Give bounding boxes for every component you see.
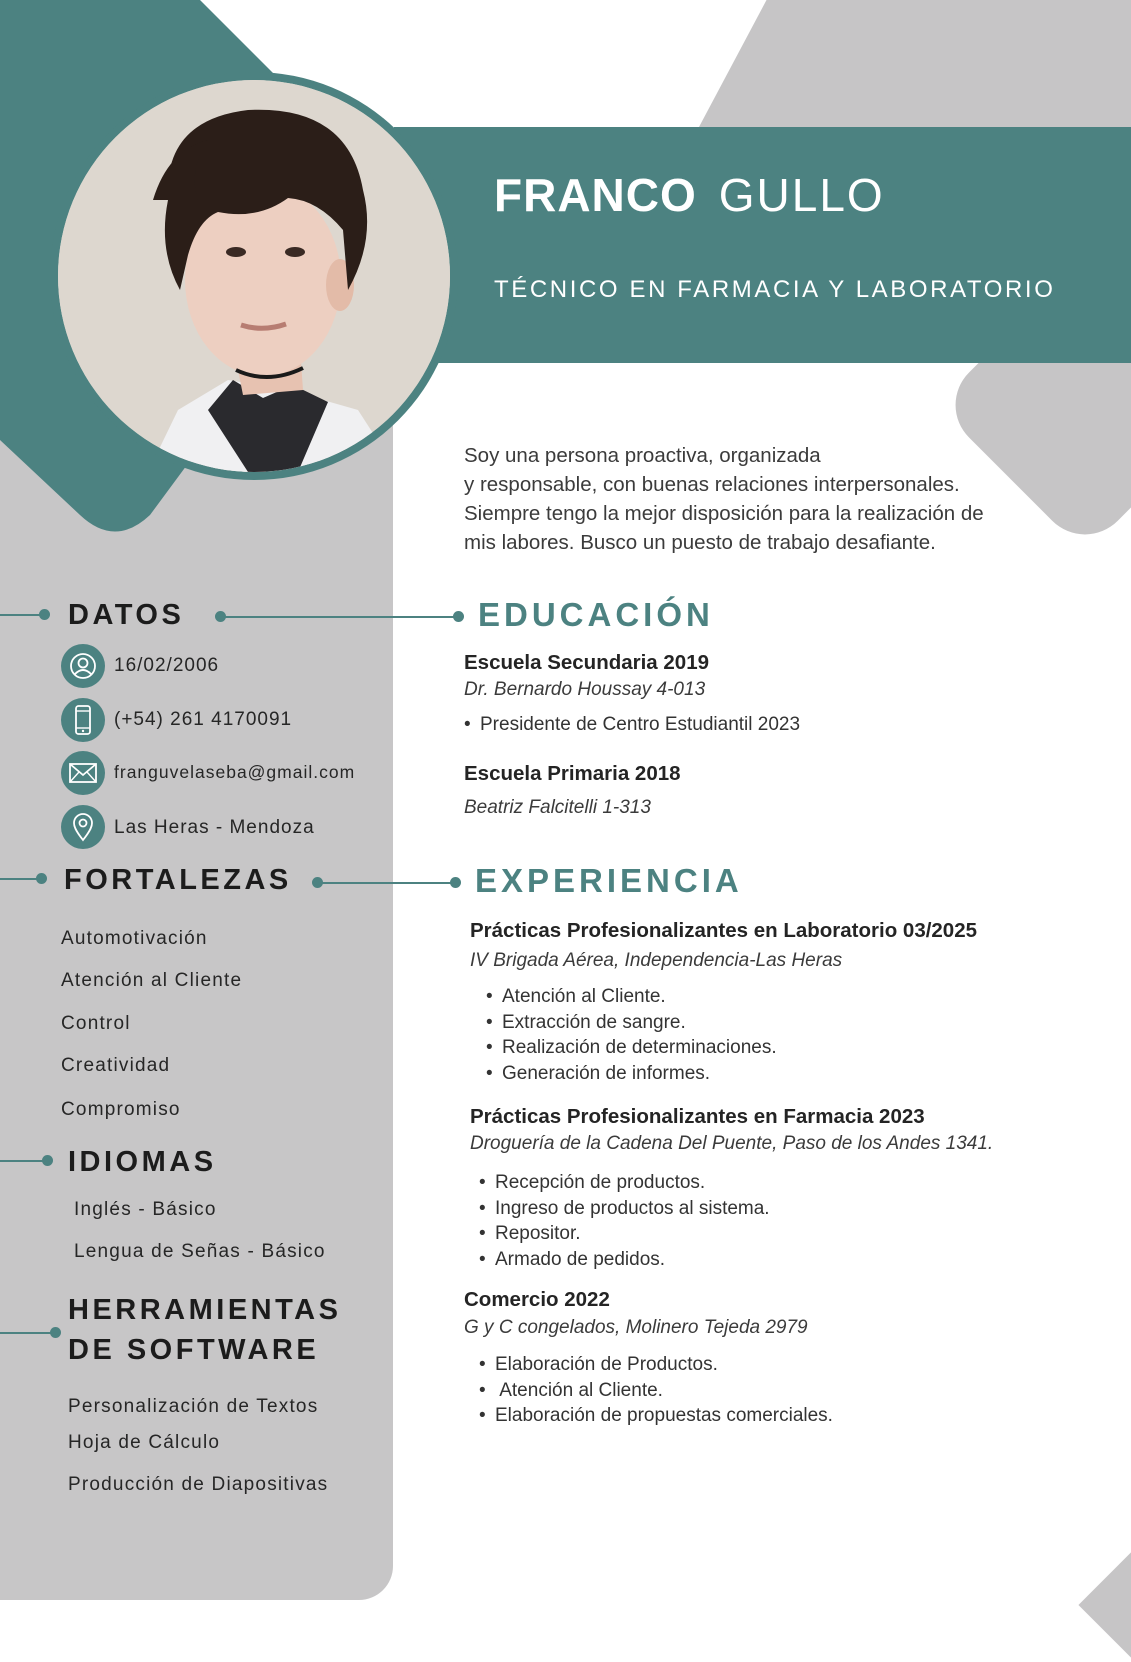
- experience-bullets: [479, 1170, 770, 1272]
- experience-bullet: • Realización de determinaciones.: [486, 1035, 777, 1061]
- idiomas-divider-dot: [42, 1155, 53, 1166]
- experience-bullet: • Atención al Cliente.: [479, 1378, 833, 1404]
- job-title: TÉCNICO EN FARMACIA Y LABORATORIO: [494, 276, 1056, 303]
- herramientas-divider-dot: [50, 1327, 61, 1338]
- email-address: franguvelaseba@gmail.com: [114, 762, 356, 782]
- idiomas-heading: IDIOMAS: [68, 1146, 217, 1178]
- summary-line: Soy una persona proactiva, organizada: [464, 444, 821, 467]
- phone-number: (+54) 261 4170091: [114, 709, 293, 730]
- fortalezas-experiencia-connector: [317, 882, 457, 884]
- language-item: Lengua de Señas - Básico: [74, 1241, 326, 1262]
- experience-entry-title: Comercio 2022: [464, 1288, 610, 1311]
- user-icon: [61, 644, 105, 688]
- header-band: [394, 127, 1131, 363]
- fortalezas-divider-line: [0, 878, 38, 880]
- education-bullet: • Presidente de Centro Estudiantil 2023: [464, 712, 800, 738]
- education-entry-subtitle: Beatriz Falcitelli 1-313: [464, 797, 651, 818]
- phone-icon: [61, 698, 105, 742]
- first-name: FRANCO: [494, 169, 697, 221]
- experience-bullet: • Armado de pedidos.: [479, 1247, 770, 1273]
- mail-icon: [61, 751, 105, 795]
- software-item: Personalización de Textos: [68, 1396, 319, 1417]
- strength-item: Control: [61, 1013, 131, 1034]
- experience-entry-subtitle: IV Brigada Aérea, Independencia-Las Heras: [470, 950, 843, 971]
- experience-bullet: • Recepción de productos.: [479, 1170, 770, 1196]
- experience-bullet: • Repositor.: [479, 1221, 770, 1247]
- experience-bullet: • Generación de informes.: [486, 1061, 777, 1087]
- experience-entry-title: Prácticas Profesionalizantes en Farmacia 2023: [470, 1105, 925, 1128]
- strength-item: Compromiso: [61, 1099, 181, 1120]
- datos-divider-line: [0, 614, 42, 616]
- strength-item: Creatividad: [61, 1055, 171, 1076]
- software-item: Producción de Diapositivas: [68, 1474, 329, 1495]
- full-name: [494, 168, 885, 222]
- language-item: Inglés - Básico: [74, 1199, 217, 1220]
- software-item: Hoja de Cálculo: [68, 1432, 221, 1453]
- strength-item: Automotivación: [61, 928, 208, 949]
- summary-line: mis labores. Busco un puesto de trabajo desafiante.: [464, 531, 936, 554]
- summary-line: Siempre tengo la mejor disposición para la realización de: [464, 502, 984, 525]
- education-entry-subtitle: Dr. Bernardo Houssay 4-013: [464, 679, 706, 700]
- connector-dot: [450, 877, 461, 888]
- profile-summary: [464, 441, 1094, 557]
- experience-bullets: [486, 984, 777, 1086]
- experience-bullet: • Elaboración de propuestas comerciales.: [479, 1403, 833, 1429]
- summary-line: y responsable, con buenas relaciones interpersonales.: [464, 473, 960, 496]
- herramientas-heading-line1: HERRAMIENTAS: [68, 1294, 342, 1326]
- educacion-heading: EDUCACIÓN: [478, 596, 714, 633]
- herramientas-heading-line2: DE SOFTWARE: [68, 1334, 320, 1366]
- bottom-corner-decor-shape: [1078, 1548, 1131, 1661]
- experience-entry-subtitle: G y C congelados, Molinero Tejeda 2979: [464, 1317, 808, 1338]
- fortalezas-heading: FORTALEZAS: [64, 864, 292, 896]
- education-entry-title: Escuela Secundaria 2019: [464, 651, 710, 674]
- experience-entry-subtitle: Droguería de la Cadena Del Puente, Paso de los Andes 1341.: [470, 1133, 994, 1154]
- experiencia-heading: EXPERIENCIA: [475, 862, 743, 899]
- last-name: GULLO: [718, 169, 885, 221]
- location: Las Heras - Mendoza: [114, 817, 315, 838]
- experience-bullet: • Extracción de sangre.: [486, 1010, 777, 1036]
- fortalezas-divider-dot: [36, 873, 47, 884]
- experience-entry-title: Prácticas Profesionalizantes en Laboratorio 03/2025: [470, 919, 978, 942]
- profile-photo: [58, 80, 450, 472]
- datos-heading: DATOS: [68, 599, 185, 631]
- location-pin-icon: [61, 805, 105, 849]
- datos-divider-dot: [39, 609, 50, 620]
- connector-dot: [453, 611, 464, 622]
- education-entry-title: Escuela Primaria 2018: [464, 762, 681, 785]
- education-bullets: [464, 712, 800, 738]
- birth-date: 16/02/2006: [114, 655, 220, 676]
- herramientas-divider-line: [0, 1332, 52, 1334]
- experience-bullet: • Atención al Cliente.: [486, 984, 777, 1010]
- experience-bullet: • Elaboración de Productos.: [479, 1352, 833, 1378]
- datos-educacion-connector: [220, 616, 460, 618]
- experience-bullets: [479, 1352, 833, 1429]
- idiomas-divider-line: [0, 1160, 44, 1162]
- strength-item: Atención al Cliente: [61, 970, 243, 991]
- experience-bullet: • Ingreso de productos al sistema.: [479, 1196, 770, 1222]
